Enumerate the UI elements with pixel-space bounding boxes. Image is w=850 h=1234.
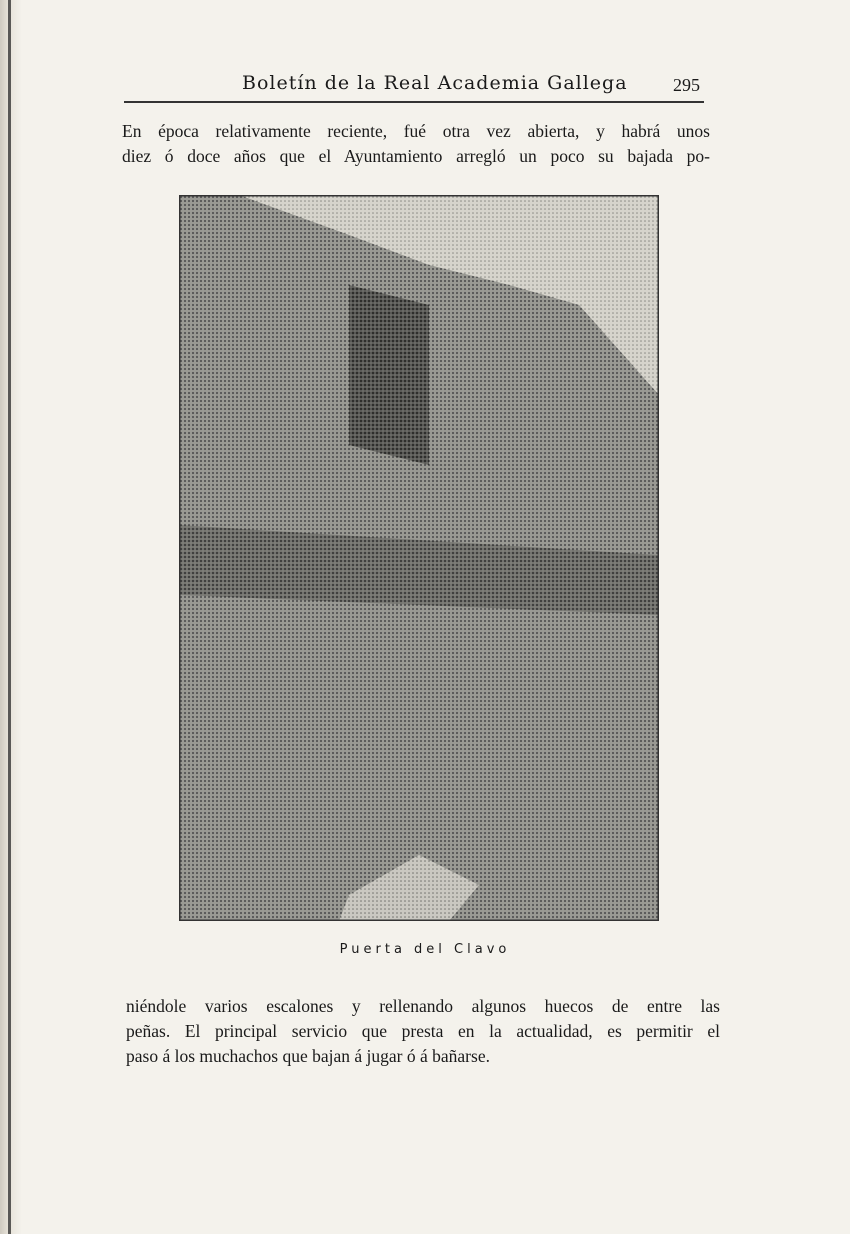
paragraph-top-line: diez ó doce años que el Ayuntamiento arregló un poco su bajada po-	[122, 146, 710, 166]
paragraph-top-line: En época relativamente reciente, fué otra vez abierta, y habrá unos	[122, 121, 710, 141]
running-title: Boletín de la Real Academia Gallega	[242, 72, 628, 94]
paragraph-bottom-line: paso á los muchachos que bajan á jugar ó á bañarse.	[126, 1046, 490, 1066]
binding-rule	[8, 0, 11, 1234]
paragraph-top	[122, 119, 710, 169]
paragraph-bottom-line: niéndole varios escalones y rellenando algunos huecos de entre las	[126, 996, 720, 1016]
paragraph-bottom	[126, 994, 720, 1069]
running-header	[124, 72, 706, 102]
page-binding-edge	[0, 0, 22, 1234]
halftone-photograph	[179, 195, 659, 921]
page-number: 295	[673, 75, 700, 95]
photo-caption: Puerta del Clavo	[339, 942, 511, 957]
header-rule	[124, 101, 704, 103]
paragraph-bottom-line: peñas. El principal servicio que presta en la actualidad, es permitir el	[126, 1021, 720, 1041]
photo-puerta-del-clavo	[179, 195, 659, 921]
